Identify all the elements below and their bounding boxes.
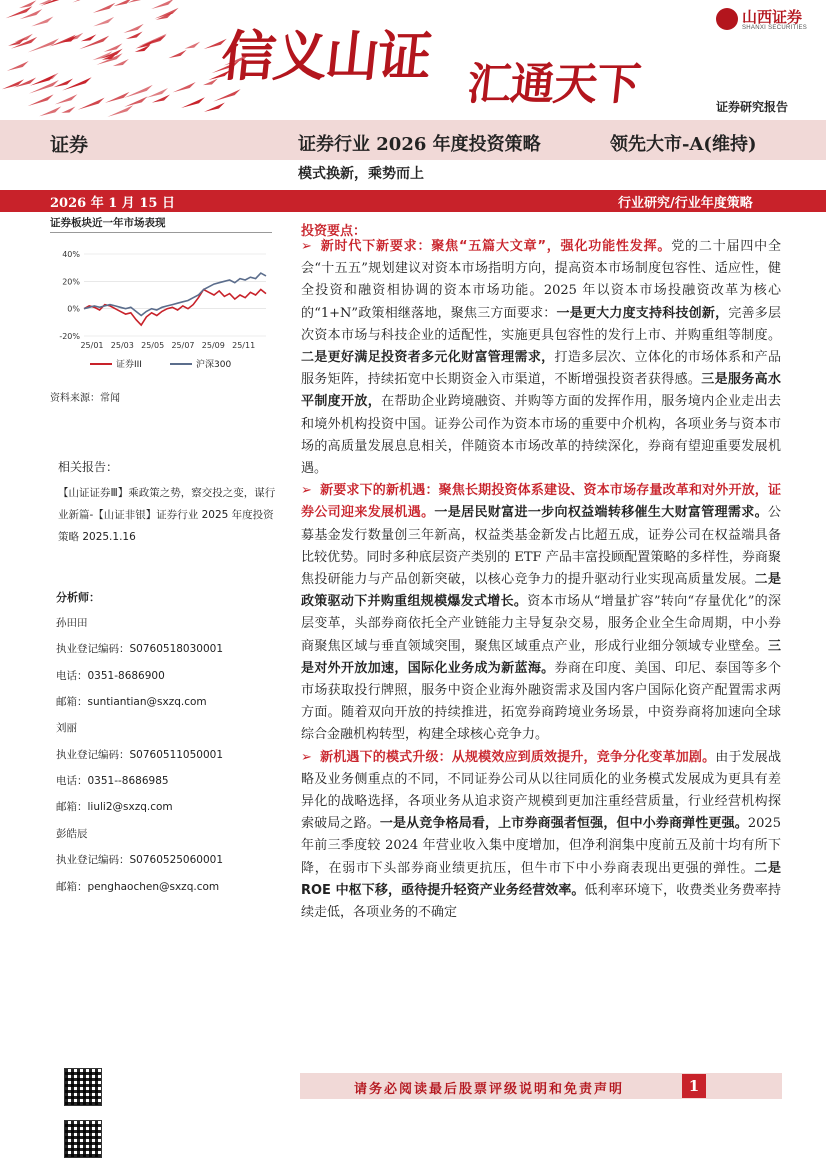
arrow-decoration (39, 106, 61, 116)
y-tick-label: 20% (62, 277, 80, 287)
report-kind: 证券研究报告 (716, 100, 789, 114)
arrow-bullet-icon: ➢ (301, 239, 312, 254)
paragraph-text: 在帮助企业跨境融资、并购等方面的发挥作用，服务境内企业走出去和境外机构投资中国。证券公司作为资本市场的重要中介机构，各项业务与资本市场的高质量发展息息相关，伴随资本市场改革的持续深化，券商有望迎重要发展机遇。 (301, 394, 781, 477)
legend-label: 证券III (116, 360, 142, 370)
arrow-decoration (7, 61, 29, 71)
arrow-decoration (113, 59, 129, 66)
arrow-decoration (107, 105, 133, 117)
arrow-decoration (19, 0, 36, 8)
y-tick-label: 0% (67, 304, 80, 314)
paragraph-text: 2025 年前三季度较 2024 年营业收入集中度增加，但净利润集中度前五及前十均有所下降，在弱市下头部券商业绩更抗压，但牛市下中小券商表现出更强的弹性。 (301, 816, 781, 876)
paragraph-text: 资本市场从“增量扩容”转向“存量优化”的深层变革，头部券商依托全产业链能力主导复杂交易，服务企业全生命周期，中小券商聚焦区域与垂直领域突围，聚焦区域重点产业，形成行业细分领域专业壁垒。 (301, 594, 781, 654)
arrow-decoration (185, 42, 201, 49)
rating-label: 领先大市-A(维持) (610, 134, 757, 155)
x-tick-label: 25/11 (232, 341, 256, 350)
arrow-decoration (181, 97, 205, 108)
bold-text: 二是 ROE 中枢下移，亟待提升轻资产业务经营效率。 (301, 860, 781, 898)
bold-text: 二是政策驱动下并购重组规模爆发式增长。 (301, 572, 781, 610)
analyst-email[interactable]: 邮箱：penghaochen@sxzq.com (56, 881, 220, 893)
bold-text: 二是更好满足投资者多元化财富管理需求， (301, 350, 555, 366)
report-category: 行业研究/行业年度策略 (618, 196, 753, 211)
arrow-decoration (123, 24, 143, 33)
arrow-decoration (124, 96, 148, 107)
key-point-2 (301, 480, 781, 746)
arrow-decoration (126, 31, 143, 39)
arrow-decoration (124, 85, 153, 98)
arrow-decoration (138, 34, 167, 47)
market-performance-chart (50, 236, 272, 372)
bold-text: 三是服务高水平制度开放， (301, 372, 781, 410)
paragraph-text: 由于发展战略及业务侧重点的不同，不同证券公司从以往同质化的业务模式发展成为更具有差异化的战略选择，各项业务从追求资产规模到更加注重经营质量，行业经营机构探索破局之路。 (301, 749, 781, 832)
paragraph-text: 券商在印度、美国、印尼、泰国等多个市场获取投行牌照，服务中资企业海外融资需求及国内客户国际化资产配置需求两方面。随着双向开放的持续推进，拓宽券商跨境业务场景，中资券商将加速向全球综合金融机构转型，构建全球核心竞争力。 (301, 660, 781, 743)
bold-text: 一是居民财富进一步向权益端转移催生大财富管理需求。 (434, 505, 768, 521)
analyst-reg-code: 执业登记编码：S0760525060001 (56, 854, 224, 866)
x-tick-label: 25/09 (201, 341, 225, 350)
arrow-decoration (105, 92, 130, 103)
arrow-decoration (156, 12, 174, 20)
analyst-name: 刘丽 (56, 722, 77, 734)
analysts-title: 分析师： (56, 591, 100, 604)
related-reports-title: 相关报告： (58, 460, 119, 474)
company-logo-icon (716, 8, 738, 30)
key-point-heading: 新要求下的新机遇：聚焦长期投资体系建设、资本市场存量改革和对外开放，证券公司迎来发展机遇。 (301, 483, 781, 521)
arrow-decoration (28, 94, 54, 106)
paragraph-text: 打造多层次、立体化的市场体系和产品服务矩阵，持续拓宽中长期资金入市渠道，不断增强投资者获得感。 (301, 350, 781, 388)
analyst-name: 彭皓辰 (56, 828, 88, 840)
arrow-decoration (213, 89, 240, 101)
x-tick-label: 25/01 (80, 341, 104, 350)
paragraph-text: 公募基金发行数量创三年新高，权益类基金新发占比超五成，证券公司在权益端具备比较优势。同时多种底层资产类别的 ETF 产品丰富投顾配置策略的多样性，券商聚焦投研能力与产品创新突破，以核心竞争力的提升驱动行业实现高质量发展。 (301, 505, 781, 588)
arrow-decoration (61, 107, 75, 113)
qr-code-icon[interactable] (64, 1068, 102, 1106)
report-title: 证券行业 2026 年度投资策略 (298, 134, 541, 155)
company-name: 山西证券 (742, 8, 803, 26)
slogan-main: 信义山证 (218, 27, 433, 87)
arrow-decoration (72, 0, 103, 3)
arrow-decoration (204, 102, 225, 111)
report-subtitle: 模式换新，乘势而上 (298, 166, 424, 182)
qr-code-icon[interactable] (64, 1120, 102, 1158)
analyst-phone: 电话：0351-8686900 (56, 670, 165, 682)
analyst-phone: 电话：0351--8686985 (56, 775, 169, 787)
industry-label: 证券 (50, 134, 89, 156)
slogan-sub: 汇通天下 (464, 60, 643, 109)
arrow-bullet-icon: ➢ (301, 749, 312, 765)
disclaimer-notice: 请务必阅读最后股票评级说明和免责声明 (354, 1082, 625, 1097)
company-name-en: SHANXI SECURITIES (742, 25, 808, 31)
arrow-decoration (81, 34, 96, 41)
arrow-decoration (29, 80, 59, 94)
related-reports-body: 【山证证券Ⅲ】乘政策之势，察交投之变，谋行业新篇-【山证非银】证券行业 2025 年度投资策略 2025.1.16 (58, 487, 276, 543)
analyst-reg-code: 执业登记编码：S0760511050001 (56, 749, 224, 761)
arrow-decoration (79, 36, 109, 50)
bold-text: 一是从竞争格局看，上市券商强者恒强，但中小券商弹性更强。 (379, 816, 748, 832)
arrow-decoration (31, 16, 53, 26)
legend-label: 沪深300 (196, 360, 232, 370)
x-tick-label: 25/05 (141, 341, 165, 350)
arrow-decoration (128, 0, 148, 3)
analyst-name: 孙田田 (56, 617, 88, 629)
bold-text: 三是对外开放加速，国际化业务成为新蓝海。 (301, 638, 781, 676)
y-tick-label: -20% (59, 332, 80, 341)
key-point-3 (301, 747, 781, 925)
series-line (84, 290, 266, 326)
x-tick-label: 25/07 (171, 341, 195, 350)
arrow-decoration (55, 94, 77, 104)
arrow-decoration (78, 98, 105, 110)
analyst-email[interactable]: 邮箱：suntiantian@sxzq.com (56, 696, 207, 708)
analyst-email[interactable]: 邮箱：liuli2@sxzq.com (56, 801, 173, 813)
arrow-decoration (2, 79, 24, 89)
arrow-decoration (151, 0, 174, 9)
arrow-decoration (173, 82, 196, 92)
report-date: 2026 年 1 月 15 日 (50, 196, 175, 211)
analyst-reg-code: 执业登记编码：S0760518030001 (56, 643, 224, 655)
chart-source: 资料来源：常闻 (50, 393, 120, 404)
arrow-decoration (146, 88, 168, 98)
key-point-heading: 新时代下新要求：聚焦“五篇大文章”，强化功能性发挥。 (319, 239, 672, 254)
arrow-decoration (93, 17, 114, 26)
paragraph-text: 低利率环境下，收费类业务费率持续走低，各项业务的不确定 (301, 882, 781, 921)
paragraph-text: 完善多层次资本市场与科技企业的适配性，实施更具包容性的发行上市、并购重组等制度。 (301, 305, 781, 343)
arrow-decoration (54, 79, 73, 88)
key-point-heading: 新机遇下的模式升级：从规模效应到质效提升，竞争分化变革加剧。 (319, 749, 716, 765)
arrow-decoration (114, 0, 133, 6)
arrow-bullet-icon: ➢ (301, 483, 312, 499)
chart-title: 证券板块近一年市场表现 (50, 215, 272, 233)
bold-text: 一是更大力度支持科技创新， (556, 305, 729, 321)
key-points-title: 投资要点： (301, 224, 367, 239)
paragraph-text: 党的二十届四中全会“十五五”规划建议对资本市场指明方向，提高资本市场制度包容性、适应性，健全投资和融资相协调的资本市场功能。2025 年以资本市场投融资改革为核心的“1+N”政策相继落地，聚焦三方面要求： (301, 239, 781, 321)
arrow-decoration (93, 3, 116, 13)
key-point-1 (301, 236, 781, 480)
y-tick-label: 40% (62, 250, 80, 259)
page-number: 1 (688, 1077, 700, 1095)
x-tick-label: 25/03 (110, 341, 134, 350)
arrow-decoration (168, 50, 186, 58)
key-points-body (301, 236, 781, 924)
